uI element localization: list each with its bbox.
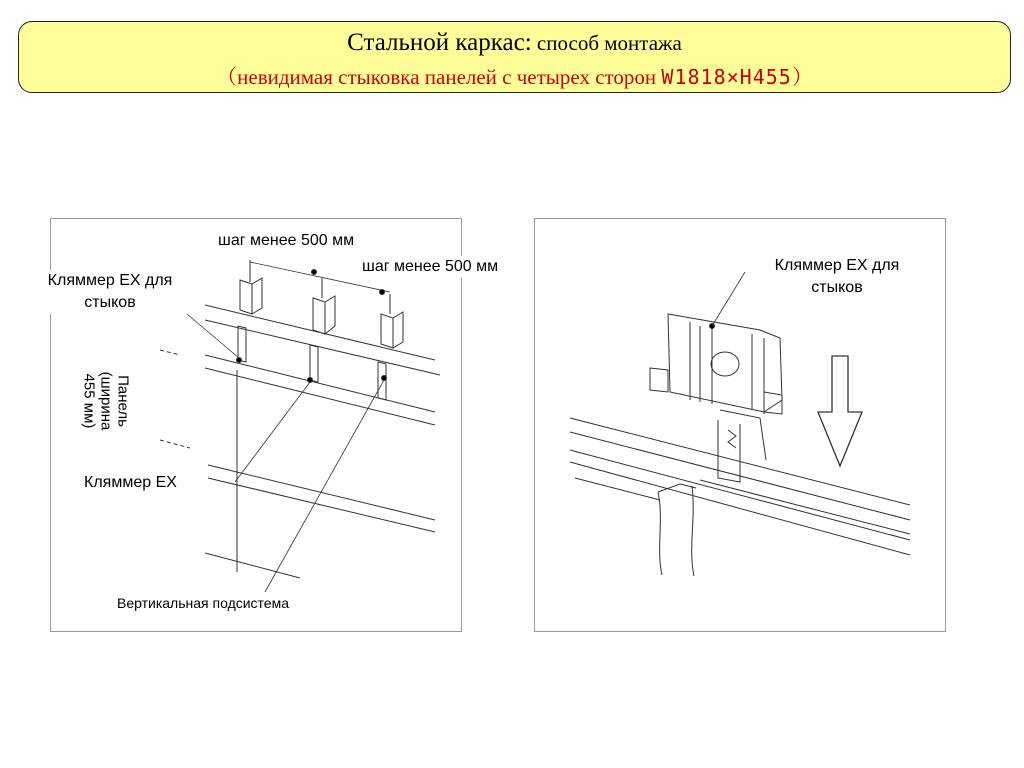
rail-line [575,478,660,500]
right-joint-clip-line2: стыков [811,279,863,296]
pitch-label-2: шаг менее 500 мм [362,256,498,278]
dimension-dot [382,376,387,381]
right-isometric-drawing [570,272,910,576]
clip-shape [310,345,318,382]
right-joint-clip-label [752,255,922,299]
dimension-dot [237,358,242,363]
subtitle-size: W1818×H455 [661,65,792,89]
dimension-dot [308,378,313,383]
panel-cutaway [658,484,696,576]
pitch-label-1: шаг менее 500 мм [218,230,354,252]
joint-clip-ribs [690,322,764,414]
clip-shape [378,362,386,400]
vertical-profile [381,312,403,348]
title-method: способ монтажа [531,31,682,55]
dimension-dot [312,270,317,275]
dimension-dot [380,290,385,295]
left-isometric-drawing [160,260,440,592]
joint-clip-label-line1: Кляммер ЕХ для [47,272,173,289]
subsystem-leader [265,380,384,592]
subtitle-close: ） [791,65,813,89]
mid-rail-line [205,368,435,425]
joint-clip-label-line2: стыков [84,294,136,311]
bottom-rail-line [205,553,300,578]
upper-rail-line [205,320,440,375]
title-main: Стальной каркас: [347,29,532,56]
right-joint-clip-line1: Кляммер ЕХ для [774,257,900,274]
clip-label: Кляммер ЕХ [84,472,177,494]
joint-clip-hole [711,352,739,376]
panel-width-line1: Панель [114,375,132,427]
subsystem-label: Вертикальная подсистема [117,592,289,614]
rail-extension [160,440,190,448]
subtitle-text: （невидимая стыковка панелей с четырех сторон [216,65,662,89]
joint-clip-body [668,314,782,412]
lower-rail-line [208,478,435,532]
down-arrow-icon [818,356,862,466]
vertical-profile [313,296,335,334]
joint-clip-label [30,270,190,314]
panel-width-line2: (ширина [97,371,115,431]
rail-extension [160,350,180,355]
panel-width-line3: 455 мм) [80,373,98,429]
clip-leader [235,382,310,482]
joint-clip-leg [720,410,766,460]
mid-rail-line [205,355,435,412]
joint-clip-shape [238,326,246,362]
vertical-profile [240,278,262,314]
right-clip-leader [712,272,745,326]
panel-width-label [64,366,148,436]
